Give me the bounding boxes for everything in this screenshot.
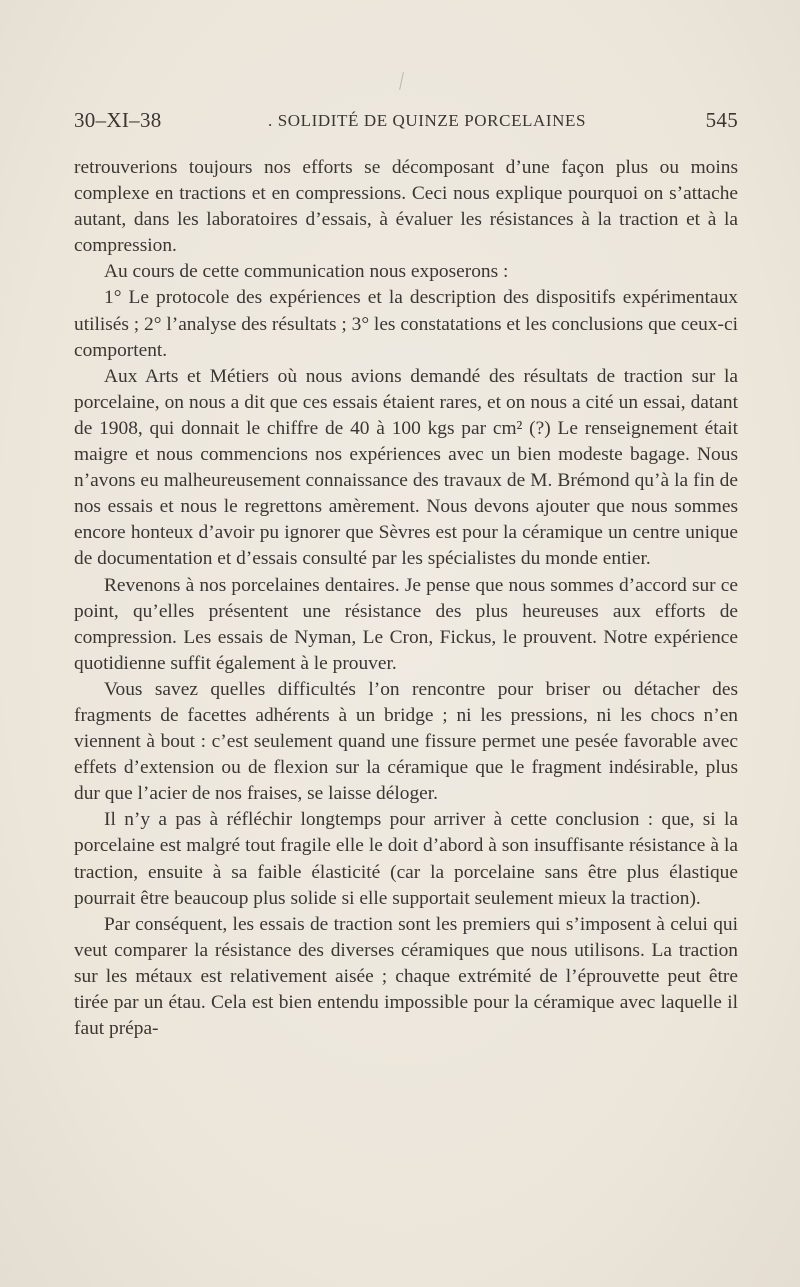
paragraph-7: Il n’y a pas à réfléchir longtemps pour arriver à cette conclusion : que, si la porcelaine est malgré tout fragile elle le doit d’abord à son insuffisante résistance à la traction, ensuite à sa faible élasticité (car la porcelaine sans être plus élastique pourrait être beaucoup plus solide si elle supportait seulement mieux la traction).: [74, 809, 738, 909]
header-date: 30–XI–38: [74, 108, 162, 132]
page-number: 545: [705, 108, 738, 132]
running-head: [74, 108, 738, 138]
paper-mark: [399, 72, 404, 90]
paragraph-1: retrouverions toujours nos efforts se décomposant d’une façon plus ou moins complexe en tractions et en compressions. Ceci nous explique pourquoi on s’attache autant, dans les laboratoires d’essais, à évaluer les résistances à la traction et à la compression.: [74, 157, 738, 257]
paragraph-2: Au cours de cette communication nous exposerons :: [104, 261, 509, 283]
header-title: . SOLIDITÉ DE QUINZE PORCELAINES: [268, 111, 587, 130]
paragraph-6: Vous savez quelles difficultés l’on rencontre pour briser ou détacher des fragments de facettes adhérents à un bridge ; ni les pressions, ni les chocs n’en viennent à bout : c’est seulement quand une fissure permet une pesée favorable avec effets d’extension ou de flexion sur la céramique que le fragment indésirable, plus dur que l’acier de nos fraises, se laisse déloger.: [74, 678, 738, 805]
paragraph-5: Revenons à nos porcelaines dentaires. Je pense que nous sommes d’accord sur ce point, qu’elles présentent une résistance des plus heureuses aux efforts de compression. Les essais de Nyman, Le Cron, Fickus, le prouvent. Notre expérience quotidienne suffit également à le prouver.: [74, 574, 738, 674]
body-text: [74, 155, 738, 1042]
paragraph-3: 1° Le protocole des expériences et la description des dispositifs expérimentaux utilisés ; 2° l’analyse des résultats ; 3° les constatations et les conclusions que ceux-ci comportent.: [74, 287, 738, 361]
paragraph-4: Aux Arts et Métiers où nous avions demandé des résultats de traction sur la porcelaine, on nous a dit que ces essais étaient rares, et on nous a cité un essai, datant de 1908, qui donnait le chiffre de 40 à 100 kgs par cm² (?) Le renseignement était maigre et nous commencions nos expériences avec un bien modeste bagage. Nous n’avons eu malheureusement connaissance des travaux de M. Brémond qu’à la fin de nos essais et nous le regrettons amèrement. Nous devons ajouter que nous sommes encore honteux d’avoir pu ignorer que Sèvres est pour la céramique un centre unique de documentation et d’essais consulté par les spécialistes du monde entier.: [74, 365, 738, 570]
paragraph-8: Par conséquent, les essais de traction sont les premiers qui s’imposent à celui qui veut comparer la résistance des diverses céramiques que nous utilisons. La traction sur les métaux est relativement aisée ; chaque extrémité de l’éprouvette peut être tirée par un étau. Cela est bien entendu impossible pour la céramique avec laquelle il faut prépa-: [74, 913, 738, 1040]
